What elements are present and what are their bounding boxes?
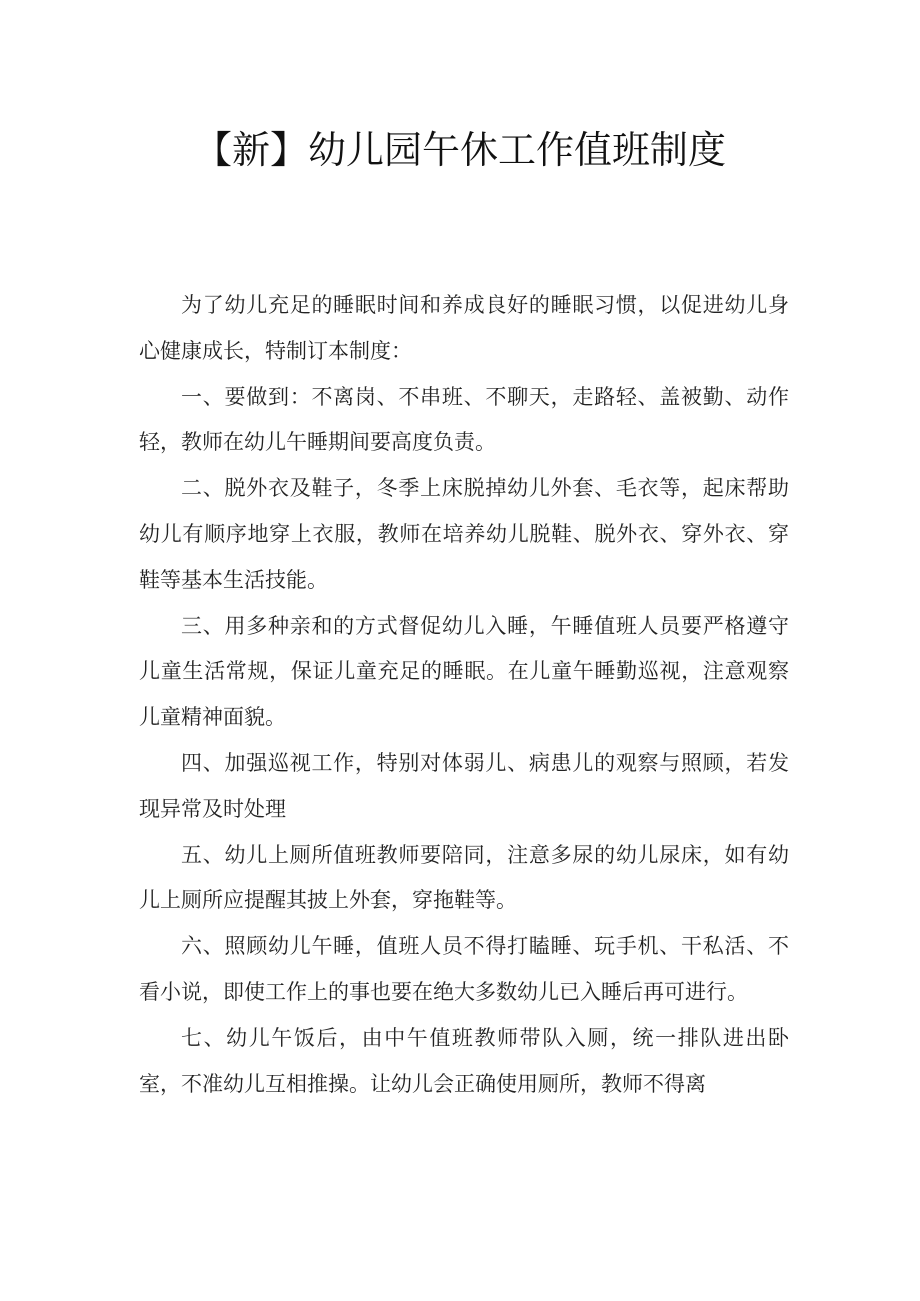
paragraph-item-5: 五、幼儿上厕所值班教师要陪同，注意多尿的幼儿尿床，如有幼儿上厕所应提醒其披上外套，穿拖鞋等。	[139, 842, 789, 913]
document-body	[139, 283, 789, 1107]
paragraph-item-6: 六、照顾幼儿午睡，值班人员不得打瞌睡、玩手机、干私活、不看小说，即使工作上的事也要在绝大多数幼儿已入睡后再可进行。	[139, 934, 789, 1004]
paragraph-item-2: 二、脱外衣及鞋子，冬季上床脱掉幼儿外套、毛衣等，起床帮助幼儿有顺序地穿上衣服，教师在培养幼儿脱鞋、脱外衣、穿外衣、穿鞋等基本生活技能。	[139, 476, 789, 592]
document-title: 【新】幼儿园午休工作值班制度	[193, 128, 726, 172]
paragraph-item-1: 一、要做到：不离岗、不串班、不聊天，走路轻、盖被勤、动作轻，教师在幼儿午睡期间要高度负责。	[139, 384, 789, 455]
paragraph-intro: 为了幼儿充足的睡眠时间和养成良好的睡眠习惯，以促进幼儿身心健康成长，特制订本制度：	[139, 293, 789, 363]
paragraph-item-4: 四、加强巡视工作，特别对体弱儿、病患儿的观察与照顾，若发现异常及时处理	[139, 750, 789, 821]
paragraph-item-3: 三、用多种亲和的方式督促幼儿入睡，午睡值班人员要严格遵守儿童生活常规，保证儿童充足的睡眠。在儿童午睡勤巡视，注意观察儿童精神面貌。	[139, 613, 789, 730]
paragraph-item-7: 七、幼儿午饭后，由中午值班教师带队入厕，统一排队进出卧室，不准幼儿互相推操。让幼儿会正确使用厕所，教师不得离	[139, 1025, 789, 1096]
